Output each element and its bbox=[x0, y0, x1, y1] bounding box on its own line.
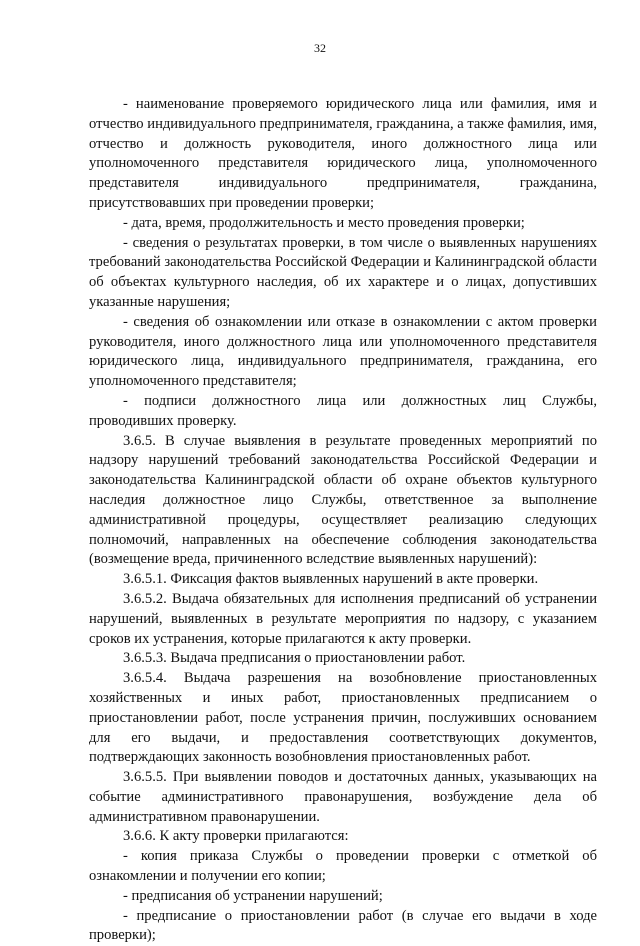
paragraph: - предписание о приостановлении работ (в случае его выдачи в ходе проверки); bbox=[89, 907, 597, 944]
paragraph: - копия приказа Службы о проведении проверки с отметкой об ознакомлении и получении его копии; bbox=[89, 848, 597, 885]
page-number: 32 bbox=[314, 41, 326, 55]
document-body bbox=[89, 95, 597, 946]
paragraph: - наименование проверяемого юридического лица или фамилия, имя и отчество индивидуального предпринимателя, гражданина, а также фамилия, имя, отчество и должность руководителя, иного должностного лица или уполномоченного представителя юридического лица, уполномоченного представителя индивидуального предпринимателя, гражданина, присутствовавших при проведении проверки; bbox=[89, 96, 597, 211]
paragraph: - подписи должностного лица или должностных лиц Службы, проводивших проверку. bbox=[89, 392, 597, 429]
paragraph: 3.6.5.5. При выявлении поводов и достаточных данных, указывающих на событие административного правонарушения, возбуждение дела об административном правонарушении. bbox=[89, 769, 597, 825]
paragraph: - предписания об устранении нарушений; bbox=[123, 887, 383, 904]
paragraph: 3.6.5.3. Выдача предписания о приостановлении работ. bbox=[123, 650, 466, 667]
paragraph: - дата, время, продолжительность и место проведения проверки; bbox=[123, 214, 525, 231]
paragraph: 3.6.6. К акту проверки прилагаются: bbox=[123, 828, 349, 845]
paragraph: 3.6.5.4. Выдача разрешения на возобновление приостановленных хозяйственных и иных работ, приостановленных предписанием о приостановлении работ, после устранения причин, послуживших основанием для его выдачи, и предоставления соответствующих документов, подтверждающих законность возобновления приостановленных работ. bbox=[89, 670, 597, 766]
paragraph: - сведения об ознакомлении или отказе в ознакомлении с актом проверки руководителя, иного должностного лица или уполномоченного представителя юридического лица, индивидуального предпринимателя, гражданина, его уполномоченного представителя; bbox=[89, 313, 597, 390]
paragraph: 3.6.5.1. Фиксация фактов выявленных нарушений в акте проверки. bbox=[123, 571, 539, 588]
paragraph: - сведения о результатах проверки, в том числе о выявленных нарушениях требований законодательства Российской Федерации и Калининградской области об объектах культурного наследия, об их характере и о лицах, допустивших указанные нарушения; bbox=[89, 234, 597, 310]
paragraph: 3.6.5. В случае выявления в результате проведенных мероприятий по надзору нарушений требований законодательства Российской Федерации и законодательства Калининградской области об охране объектов культурного наследия должностное лицо Службы, ответственное за выполнение административной процедуры, осуществляет реализацию следующих полномочий, направленных на обеспечение соблюдения законодательства (возмещение вреда, причиненного вследствие выявленных нарушений): bbox=[89, 432, 597, 568]
paragraph: 3.6.5.2. Выдача обязательных для исполнения предписаний об устранении нарушений, выявленных в результате мероприятия по надзору, с указанием сроков их устранения, которые прилагаются к акту проверки. bbox=[89, 590, 597, 647]
